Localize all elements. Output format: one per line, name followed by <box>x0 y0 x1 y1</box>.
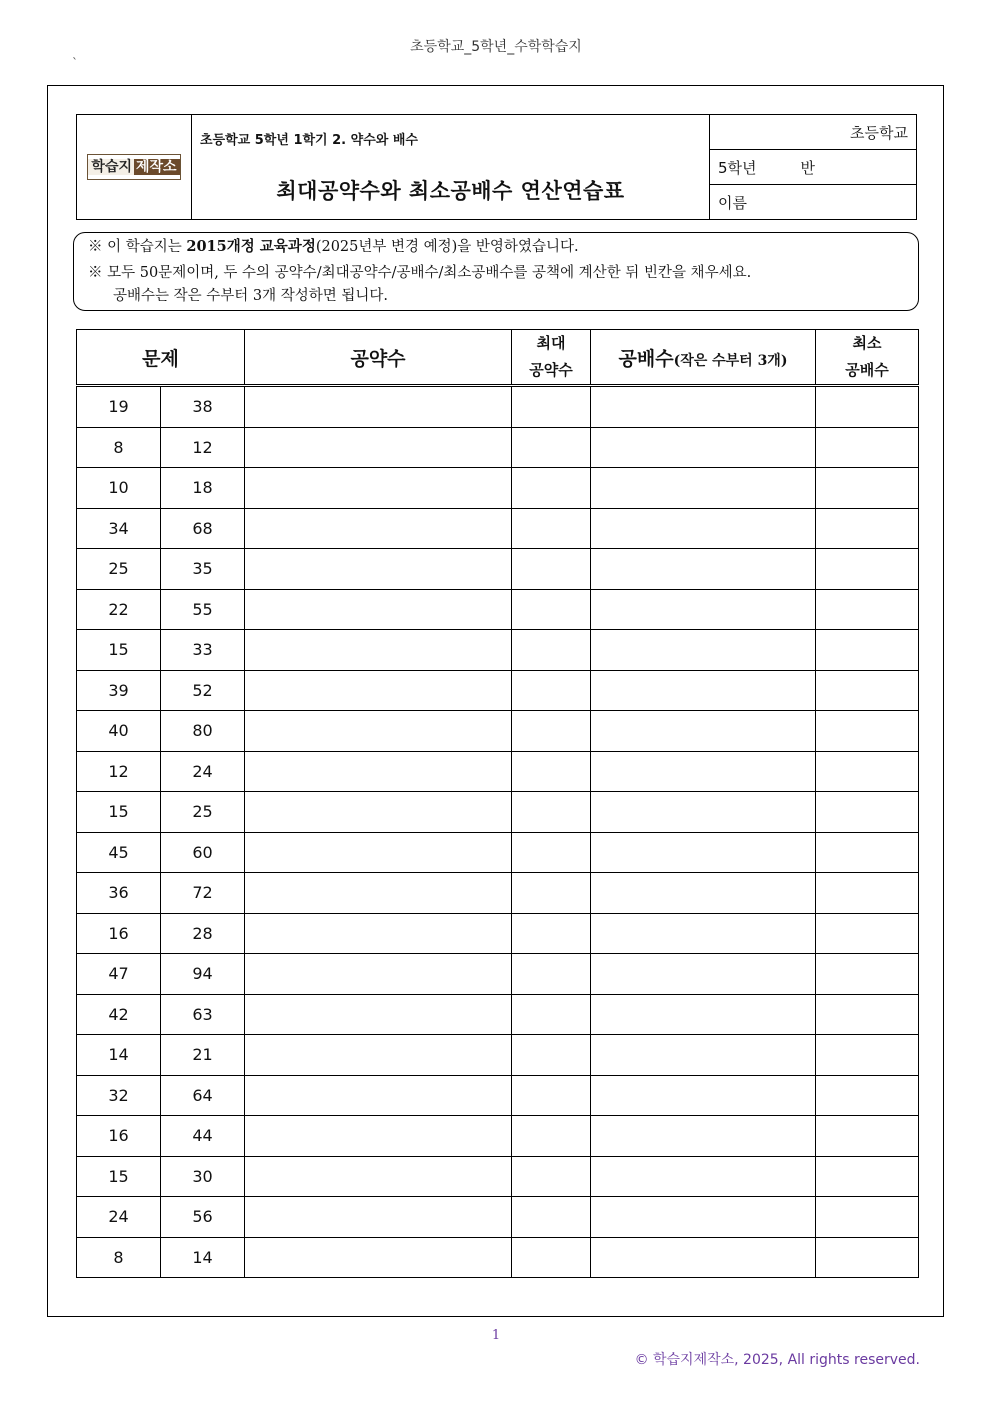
number-b: 44 <box>161 1116 245 1157</box>
gcd-answer[interactable] <box>512 630 591 671</box>
common-multiples-answer[interactable] <box>591 711 816 752</box>
common-divisors-answer[interactable] <box>245 711 512 752</box>
table-row <box>77 1035 919 1076</box>
lcm-answer[interactable] <box>816 630 919 671</box>
common-multiples-answer[interactable] <box>591 468 816 509</box>
table-row <box>77 670 919 711</box>
common-divisors-answer[interactable] <box>245 1075 512 1116</box>
common-divisors-answer[interactable] <box>245 508 512 549</box>
common-multiples-answer[interactable] <box>591 1075 816 1116</box>
gcd-answer[interactable] <box>512 751 591 792</box>
number-a: 8 <box>77 1237 161 1278</box>
number-b: 21 <box>161 1035 245 1076</box>
number-a: 8 <box>77 427 161 468</box>
common-multiples-answer[interactable] <box>591 549 816 590</box>
gcd-answer[interactable] <box>512 792 591 833</box>
common-multiples-answer[interactable] <box>591 386 816 428</box>
gcd-answer[interactable] <box>512 589 591 630</box>
common-divisors-answer[interactable] <box>245 832 512 873</box>
gcd-answer[interactable] <box>512 913 591 954</box>
header-common-multiples-label: 공배수 <box>618 347 674 370</box>
number-a: 34 <box>77 508 161 549</box>
instruction-text: ※ 이 학습지는 <box>88 239 187 255</box>
common-divisors-answer[interactable] <box>245 1116 512 1157</box>
header-lcm <box>816 330 919 386</box>
instruction-text: (2025년부 변경 예정)을 반영하였습니다. <box>315 239 579 255</box>
stray-mark: ` <box>72 56 78 70</box>
lcm-answer[interactable] <box>816 1197 919 1238</box>
number-b: 24 <box>161 751 245 792</box>
common-divisors-answer[interactable] <box>245 751 512 792</box>
instruction-line-3: 공배수는 작은 수부터 3개 작성하면 됩니다. <box>113 288 388 304</box>
number-b: 38 <box>161 386 245 428</box>
title-block <box>76 114 917 220</box>
common-multiples-answer[interactable] <box>591 913 816 954</box>
number-a: 39 <box>77 670 161 711</box>
gcd-answer[interactable] <box>512 873 591 914</box>
table-row <box>77 1156 919 1197</box>
number-b: 94 <box>161 954 245 995</box>
gcd-answer[interactable] <box>512 1237 591 1278</box>
number-b: 55 <box>161 589 245 630</box>
table-row <box>77 589 919 630</box>
gcd-answer[interactable] <box>512 1156 591 1197</box>
table-row <box>77 630 919 671</box>
number-a: 16 <box>77 1116 161 1157</box>
number-a: 25 <box>77 549 161 590</box>
common-divisors-answer[interactable] <box>245 427 512 468</box>
common-multiples-answer[interactable] <box>591 508 816 549</box>
gcd-answer[interactable] <box>512 468 591 509</box>
header-gcd <box>512 330 591 386</box>
logo-text-left: 학습지 <box>88 159 134 175</box>
instructions-box <box>73 232 919 311</box>
lcm-answer[interactable] <box>816 873 919 914</box>
common-multiples-answer[interactable] <box>591 832 816 873</box>
lcm-answer[interactable] <box>816 427 919 468</box>
gcd-answer[interactable] <box>512 711 591 752</box>
common-divisors-answer[interactable] <box>245 589 512 630</box>
table-row <box>77 1116 919 1157</box>
grade-class-field[interactable] <box>710 150 917 185</box>
number-a: 42 <box>77 994 161 1035</box>
grade-label: 5학년 <box>718 158 757 177</box>
lcm-answer[interactable] <box>816 468 919 509</box>
common-multiples-answer[interactable] <box>591 792 816 833</box>
table-row <box>77 832 919 873</box>
header-lcm-line1: 최소 <box>852 334 882 352</box>
lcm-answer[interactable] <box>816 1237 919 1278</box>
table-row <box>77 873 919 914</box>
school-field[interactable]: 초등학교 <box>710 115 917 150</box>
page-number: 1 <box>491 1328 501 1343</box>
common-multiples-answer[interactable] <box>591 589 816 630</box>
table-row <box>77 1197 919 1238</box>
common-multiples-answer[interactable] <box>591 954 816 995</box>
header-common-multiples <box>591 330 816 386</box>
number-b: 18 <box>161 468 245 509</box>
name-field[interactable]: 이름 <box>710 185 917 220</box>
number-b: 14 <box>161 1237 245 1278</box>
lcm-answer[interactable] <box>816 1075 919 1116</box>
common-divisors-answer[interactable] <box>245 549 512 590</box>
number-b: 68 <box>161 508 245 549</box>
lcm-answer[interactable] <box>816 549 919 590</box>
lcm-answer[interactable] <box>816 954 919 995</box>
table-row <box>77 913 919 954</box>
worksheet-title: 최대공약수와 최소공배수 연산연습표 <box>276 179 625 203</box>
number-b: 33 <box>161 630 245 671</box>
gcd-answer[interactable] <box>512 386 591 428</box>
number-a: 24 <box>77 1197 161 1238</box>
common-multiples-answer[interactable] <box>591 1116 816 1157</box>
number-a: 45 <box>77 832 161 873</box>
gcd-answer[interactable] <box>512 832 591 873</box>
number-a: 19 <box>77 386 161 428</box>
number-a: 15 <box>77 630 161 671</box>
copyright-notice: © 학습지제작소, 2025, All rights reserved. <box>634 1352 920 1368</box>
lcm-answer[interactable] <box>816 994 919 1035</box>
table-row <box>77 711 919 752</box>
logo <box>87 154 180 180</box>
common-multiples-answer[interactable] <box>591 670 816 711</box>
table-row <box>77 1237 919 1278</box>
gcd-answer[interactable] <box>512 954 591 995</box>
number-b: 72 <box>161 873 245 914</box>
gcd-answer[interactable] <box>512 994 591 1035</box>
practice-table <box>76 329 919 1278</box>
table-row <box>77 427 919 468</box>
common-multiples-answer[interactable] <box>591 427 816 468</box>
header-problem: 문제 <box>77 330 245 386</box>
header-gcd-line1: 최대 <box>536 334 566 352</box>
header-common-multiples-note: (작은 수부터 3개) <box>673 352 788 369</box>
common-multiples-answer[interactable] <box>591 1237 816 1278</box>
common-divisors-answer[interactable] <box>245 1035 512 1076</box>
lcm-answer[interactable] <box>816 751 919 792</box>
common-divisors-answer[interactable] <box>245 1197 512 1238</box>
lcm-answer[interactable] <box>816 386 919 428</box>
problem-rows <box>77 386 919 1278</box>
number-a: 22 <box>77 589 161 630</box>
instruction-line-2: ※ 모두 50문제이며, 두 수의 공약수/최대공약수/공배수/최소공배수를 공책에 계산한 뒤 빈칸을 채우세요. <box>88 265 752 281</box>
number-a: 47 <box>77 954 161 995</box>
common-divisors-answer[interactable] <box>245 386 512 428</box>
title-cell <box>192 115 710 220</box>
gcd-answer[interactable] <box>512 670 591 711</box>
number-a: 12 <box>77 751 161 792</box>
gcd-answer[interactable] <box>512 1035 591 1076</box>
number-b: 64 <box>161 1075 245 1116</box>
common-multiples-answer[interactable] <box>591 873 816 914</box>
common-multiples-answer[interactable] <box>591 994 816 1035</box>
instruction-line-1 <box>88 234 918 260</box>
number-b: 52 <box>161 670 245 711</box>
lcm-answer[interactable] <box>816 792 919 833</box>
common-divisors-answer[interactable] <box>245 1156 512 1197</box>
table-row <box>77 751 919 792</box>
curriculum-emphasis: 2015개정 교육과정 <box>186 238 316 255</box>
number-a: 15 <box>77 792 161 833</box>
table-row <box>77 792 919 833</box>
logo-cell <box>77 115 192 220</box>
common-divisors-answer[interactable] <box>245 994 512 1035</box>
common-multiples-answer[interactable] <box>591 751 816 792</box>
table-row <box>77 386 919 428</box>
number-a: 36 <box>77 873 161 914</box>
number-a: 14 <box>77 1035 161 1076</box>
lcm-answer[interactable] <box>816 711 919 752</box>
class-label: 반 <box>800 158 816 177</box>
number-b: 30 <box>161 1156 245 1197</box>
lcm-answer[interactable] <box>816 832 919 873</box>
table-row <box>77 549 919 590</box>
gcd-answer[interactable] <box>512 1075 591 1116</box>
number-b: 56 <box>161 1197 245 1238</box>
lcm-answer[interactable] <box>816 670 919 711</box>
number-b: 60 <box>161 832 245 873</box>
unit-subtitle: 초등학교 5학년 1학기 2. 약수와 배수 <box>200 133 418 148</box>
gcd-answer[interactable] <box>512 549 591 590</box>
number-b: 35 <box>161 549 245 590</box>
common-divisors-answer[interactable] <box>245 670 512 711</box>
lcm-answer[interactable] <box>816 589 919 630</box>
common-divisors-answer[interactable] <box>245 1237 512 1278</box>
lcm-answer[interactable] <box>816 508 919 549</box>
number-b: 80 <box>161 711 245 752</box>
header-lcm-line2: 공배수 <box>845 361 889 379</box>
number-a: 40 <box>77 711 161 752</box>
common-divisors-answer[interactable] <box>245 873 512 914</box>
header-common-divisors: 공약수 <box>245 330 512 386</box>
logo-text-right: 제작소 <box>134 159 180 175</box>
common-divisors-answer[interactable] <box>245 792 512 833</box>
lcm-answer[interactable] <box>816 1156 919 1197</box>
gcd-answer[interactable] <box>512 427 591 468</box>
gcd-answer[interactable] <box>512 1197 591 1238</box>
lcm-answer[interactable] <box>816 1116 919 1157</box>
common-divisors-answer[interactable] <box>245 630 512 671</box>
common-multiples-answer[interactable] <box>591 1035 816 1076</box>
lcm-answer[interactable] <box>816 1035 919 1076</box>
lcm-answer[interactable] <box>816 913 919 954</box>
page-header: 초등학교_5학년_수학학습지 <box>410 39 582 55</box>
number-b: 63 <box>161 994 245 1035</box>
table-row <box>77 468 919 509</box>
header-gcd-line2: 공약수 <box>529 361 573 379</box>
common-divisors-answer[interactable] <box>245 468 512 509</box>
table-row <box>77 994 919 1035</box>
number-b: 28 <box>161 913 245 954</box>
table-row <box>77 1075 919 1116</box>
number-b: 25 <box>161 792 245 833</box>
common-multiples-answer[interactable] <box>591 1197 816 1238</box>
common-divisors-answer[interactable] <box>245 954 512 995</box>
common-multiples-answer[interactable] <box>591 1156 816 1197</box>
number-a: 15 <box>77 1156 161 1197</box>
table-row <box>77 954 919 995</box>
common-multiples-answer[interactable] <box>591 630 816 671</box>
number-a: 10 <box>77 468 161 509</box>
number-b: 12 <box>161 427 245 468</box>
number-a: 16 <box>77 913 161 954</box>
number-a: 32 <box>77 1075 161 1116</box>
table-row <box>77 508 919 549</box>
gcd-answer[interactable] <box>512 1116 591 1157</box>
common-divisors-answer[interactable] <box>245 913 512 954</box>
gcd-answer[interactable] <box>512 508 591 549</box>
